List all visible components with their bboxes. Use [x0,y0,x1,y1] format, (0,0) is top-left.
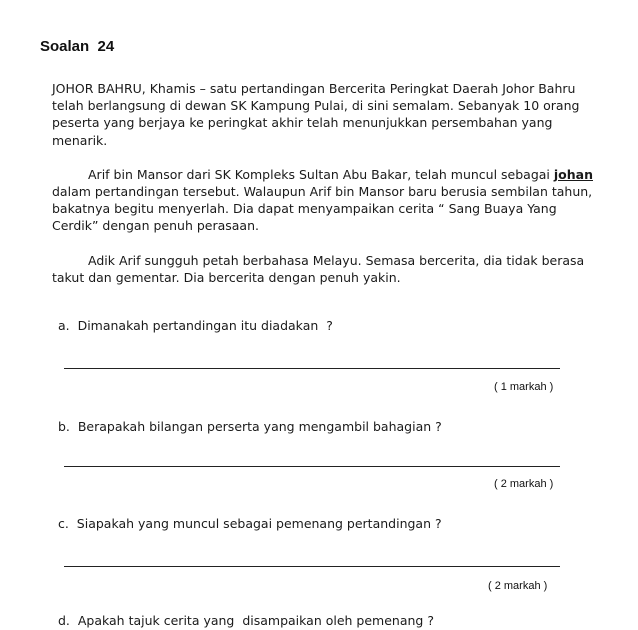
marks-a: ( 1 markah ) [494,381,554,393]
answer-line-a[interactable] [64,368,560,369]
passage-paragraph-3 [52,252,597,286]
question-title: Soalan 24 [40,38,115,55]
question-a: a. Dimanakah pertandingan itu diadakan ? [58,318,333,333]
answer-line-c[interactable] [64,566,560,567]
passage-paragraph-3-text: Adik Arif sungguh petah berbahasa Melayu. Semasa bercerita, dia tidak berasa takut dan gementar. Dia bercerita dengan penuh yakin. [52,252,585,285]
passage-keyword-johan: johan [553,166,593,182]
answer-line-b[interactable] [64,466,560,467]
passage-paragraph-1: JOHOR BAHRU, Khamis – satu pertandingan Bercerita Peringkat Daerah Johor Bahru telah berlangsung di dewan SK Kampung Pulai, di sini semalam. Sebanyak 10 orang peserta yang berjaya ke peringkat akhir telah menunjukkan persembahan yang menarik. [52,81,580,148]
question-b: b. Berapakah bilangan perserta yang mengambil bahagian ? [58,419,442,434]
question-d: d. Apakah tajuk cerita yang disampaikan oleh pemenang ? [58,613,434,628]
question-c: c. Siapakah yang muncul sebagai pemenang pertandingan ? [58,516,442,531]
passage-paragraph-2-start: Arif bin Mansor dari SK Kompleks Sultan Abu Bakar, telah muncul sebagai [88,166,554,182]
passage-paragraph-2-end: dalam pertandingan tersebut. Walaupun Arif bin Mansor baru berusia sembilan tahun, bakatnya begitu menyerlah. Dia dapat menyampaikan cerita “ Sang Buaya Yang Cerdik” dengan penuh perasaan. [52,184,593,234]
marks-c: ( 2 markah ) [488,580,548,592]
reading-passage [52,80,597,303]
passage-paragraph-2 [52,166,597,235]
marks-b: ( 2 markah ) [494,478,554,490]
